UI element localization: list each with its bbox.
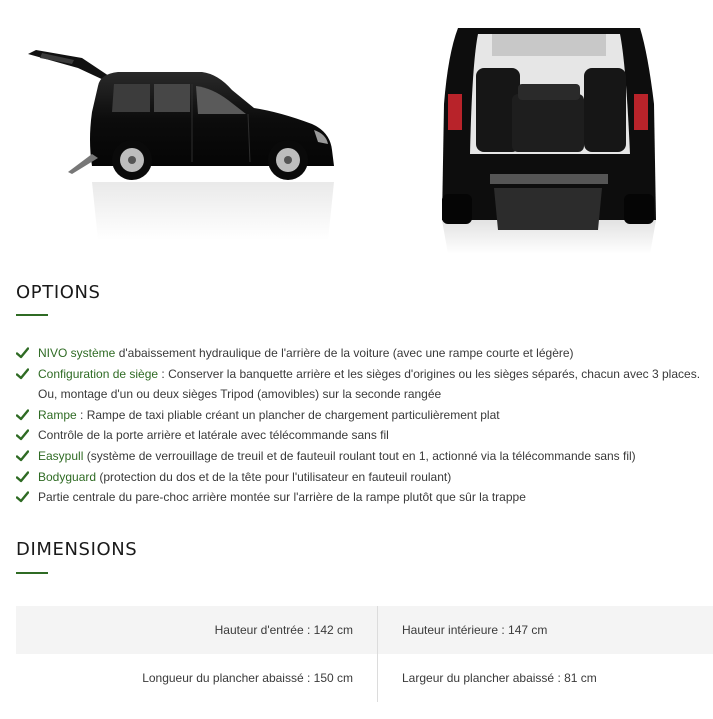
option-text: : Rampe de taxi pliable créant un plancher de chargement particulièrement plat xyxy=(76,407,500,422)
van-side-photo xyxy=(22,40,340,250)
dimensions-title: DIMENSIONS xyxy=(16,539,138,560)
dimension-cell: Hauteur d'entrée : 142 cm xyxy=(16,606,378,654)
option-text: (système de verrouillage de treuil et de fauteuil roulant tout en 1, actionné via la télécommande sans fil) xyxy=(83,448,636,463)
options-title: OPTIONS xyxy=(16,282,101,303)
dimensions-title-underline xyxy=(16,572,48,574)
option-text: : Conserver la banquette arrière et les sièges d'origines ou les sièges séparés, chacun avec 3 places. Ou, montage d'un ou deux sièges Tripod (amovibles) sur la seconde rangée xyxy=(38,366,701,402)
option-item xyxy=(16,467,708,488)
dimension-cell: Hauteur intérieure : 147 cm xyxy=(402,623,548,637)
table-row xyxy=(16,654,713,702)
option-key: Configuration de siège xyxy=(38,366,159,381)
option-item xyxy=(16,364,708,405)
van-rear-photo xyxy=(434,24,662,254)
check-icon xyxy=(16,347,29,359)
check-icon xyxy=(16,491,29,503)
option-key: Bodyguard xyxy=(38,469,97,484)
option-key: Rampe xyxy=(38,407,77,422)
option-text: d'abaissement hydraulique de l'arrière de la voiture (avec une rampe courte et légère) xyxy=(115,346,574,360)
option-item xyxy=(16,446,708,467)
options-list xyxy=(16,343,708,508)
check-icon xyxy=(16,429,29,441)
dimension-cell: Longueur du plancher abaissé : 150 cm xyxy=(16,654,378,702)
option-text: Contrôle de la porte arrière et latérale avec télécommande sans fil xyxy=(38,428,389,443)
option-key: Easypull xyxy=(38,448,84,463)
option-item xyxy=(16,343,708,364)
table-row xyxy=(16,606,713,654)
check-icon xyxy=(16,471,29,483)
check-icon xyxy=(16,368,29,380)
dimensions-table xyxy=(16,606,713,702)
check-icon xyxy=(16,409,29,421)
option-item xyxy=(16,405,708,426)
option-key: NIVO système xyxy=(38,346,116,360)
dimension-cell: Largeur du plancher abaissé : 81 cm xyxy=(402,671,597,685)
check-icon xyxy=(16,450,29,462)
option-text: (protection du dos et de la tête pour l'utilisateur en fauteuil roulant) xyxy=(96,469,452,484)
option-item xyxy=(16,425,708,446)
option-item xyxy=(16,487,708,508)
option-text: Partie centrale du pare-choc arrière montée sur l'arrière de la rampe plutôt que sûr la trappe xyxy=(38,490,526,505)
options-title-underline xyxy=(16,314,48,316)
